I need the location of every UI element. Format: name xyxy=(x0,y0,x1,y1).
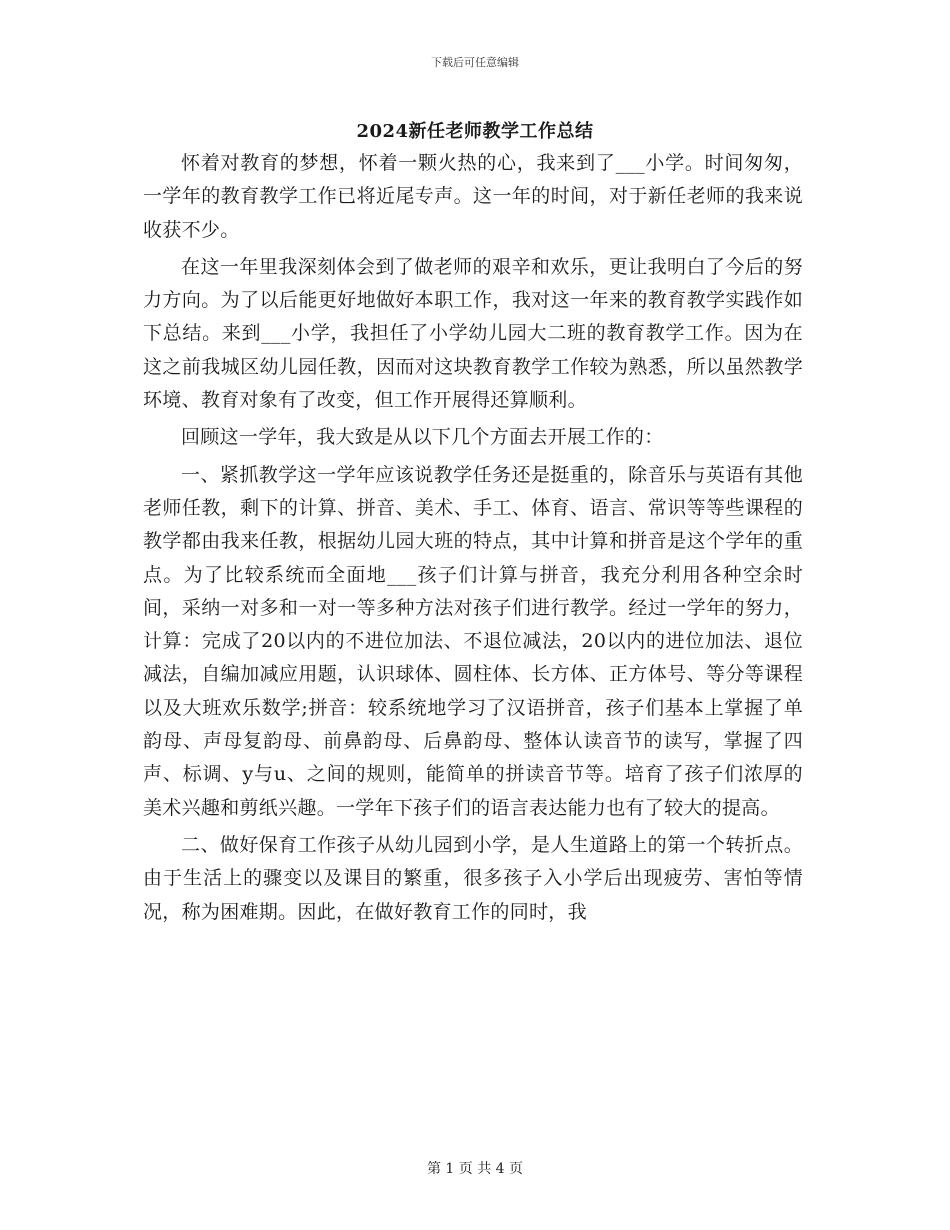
document-title: 2024新任老师教学工作总结 xyxy=(356,121,594,142)
paragraph-care: 二、做好保育工作孩子从幼儿园到小学，是人生道路上的第一个转折点。由于生活上的骤变以及课目的繁重，很多孩子入小学后出现疲劳、害怕等情况，称为困难期。因此，在做好教育工作的同时，我 xyxy=(143,833,803,923)
paragraph-review: 回顾这一学年，我大致是从以下几个方面去开展工作的： xyxy=(181,426,664,449)
paragraph-intro: 怀着对教育的梦想，怀着一颗火热的心，我来到了___小学。时间匆匆，一学年的教育教学工作已将近尾专声。这一年的时间，对于新任老师的我来说收获不少。 xyxy=(143,152,803,241)
document-body xyxy=(143,147,803,929)
paragraph-reflection: 在这一年里我深刻体会到了做老师的艰辛和欢乐，更让我明白了今后的努力方向。为了以后能更好地做好本职工作，我对这一年来的教育教学实践作如下总结。来到___小学，我担任了小学幼儿园大二班的教育教学工作。因为在这之前我城区幼儿园任教，因而对这块教育教学工作较为熟悉，所以虽然教学环境、教育对象有了改变，但工作开展得还算顺利。 xyxy=(143,255,803,412)
header-note: 下载后可任意编辑 xyxy=(431,56,519,69)
page-number: 第 1 页 共 4 页 xyxy=(426,1161,524,1177)
paragraph-teaching: 一、紧抓教学这一学年应该说教学任务还是挺重的，除音乐与英语有其他老师任教，剩下的计算、拼音、美术、手工、体育、语言、常识等等些课程的教学都由我来任教，根据幼儿园大班的特点，其中计算和拼音是这个学年的重点。为了比较系统而全面地___孩子们计算与拼音，我充分利用各种空余时间，采纳一对多和一对一等多种方法对孩子们进行教学。经过一学年的努力，计算：完成了20以内的不进位加法、不退位减法，20以内的进位加法、退位减法，自编加减应用题，认识球体、圆柱体、长方体、正方体号、等分等课程以及大班欢乐数学;拼音：较系统地学习了汉语拼音，孩子们基本上掌握了单韵母、声母复韵母、前鼻韵母、后鼻韵母、整体认读音节的读写，掌握了四声、标调、y与u、之间的规则，能简单的拼读音节等。培育了孩子们浓厚的美术兴趣和剪纸兴趣。一学年下孩子们的语言表达能力也有了较大的提高。 xyxy=(143,463,803,819)
